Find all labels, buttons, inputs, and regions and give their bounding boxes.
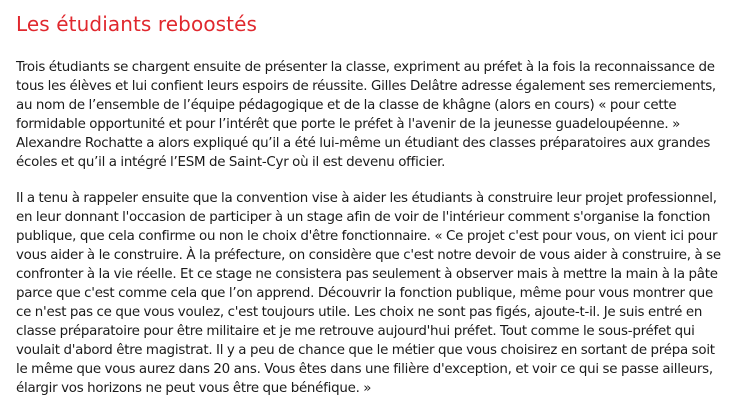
- article-paragraph-1: Trois étudiants se chargent ensuite de présenter la classe, expriment au préfet à la fois la reconnaissance de tous les élèves et lui confient leurs espoirs de réussite. Gilles Delâtre adresse également ses remerciements, au nom de l’ensemble de l’équipe pédagogique et de la classe de khâgne (alors en cours) « pour cette formidable opportunité et pour l’intérêt que porte le préfet à l'avenir de la jeunesse guadeloupéenne. » Alexandre Rochatte a alors expliqué qu’il a été lui-même un étudiant des classes préparatoires aux grandes écoles et qu’il a intégré l’ESM de Saint-Cyr où il est devenu officier.: [16, 60, 716, 170]
- section-heading: Les étudiants reboostés: [16, 12, 258, 36]
- article-paragraph-2: Il a tenu à rappeler ensuite que la convention vise à aider les étudiants à construire leur projet professionnel, en leur donnant l'occasion de participer à un stage afin de voir de l'intérieur comment s'organise la fonction publique, que cela confirme ou non le choix d'être fonctionnaire. « Ce projet c'est pour vous, on vient ici pour vous aider à le construire. À la préfecture, on considère que c'est notre devoir de vous aider à construire, à se confronter à la vie réelle. Et ce stage ne consistera pas seulement à observer mais à mettre la main à la pâte parce que c'est comme cela que l’on apprend. Découvrir la fonction publique, même pour vous montrer que ce n'est pas ce que vous voulez, c'est toujours utile. Les choix ne sont pas figés, ajoute-t-il. Je suis entré en classe préparatoire pour être militaire et je me retrouve aujourd'hui préfet. Tout comme le sous-préfet qui voulait d'abord être magistrat. Il y a peu de chance que le métier que vous choisirez en sortant de prépa soit le même que vous aurez dans 20 ans. Vous êtes dans une filière d'exception, et voir ce qui se passe ailleurs, élargir vos horizons ne peut vous être que bénéfique. »: [16, 191, 721, 396]
- article: [16, 8, 728, 398]
